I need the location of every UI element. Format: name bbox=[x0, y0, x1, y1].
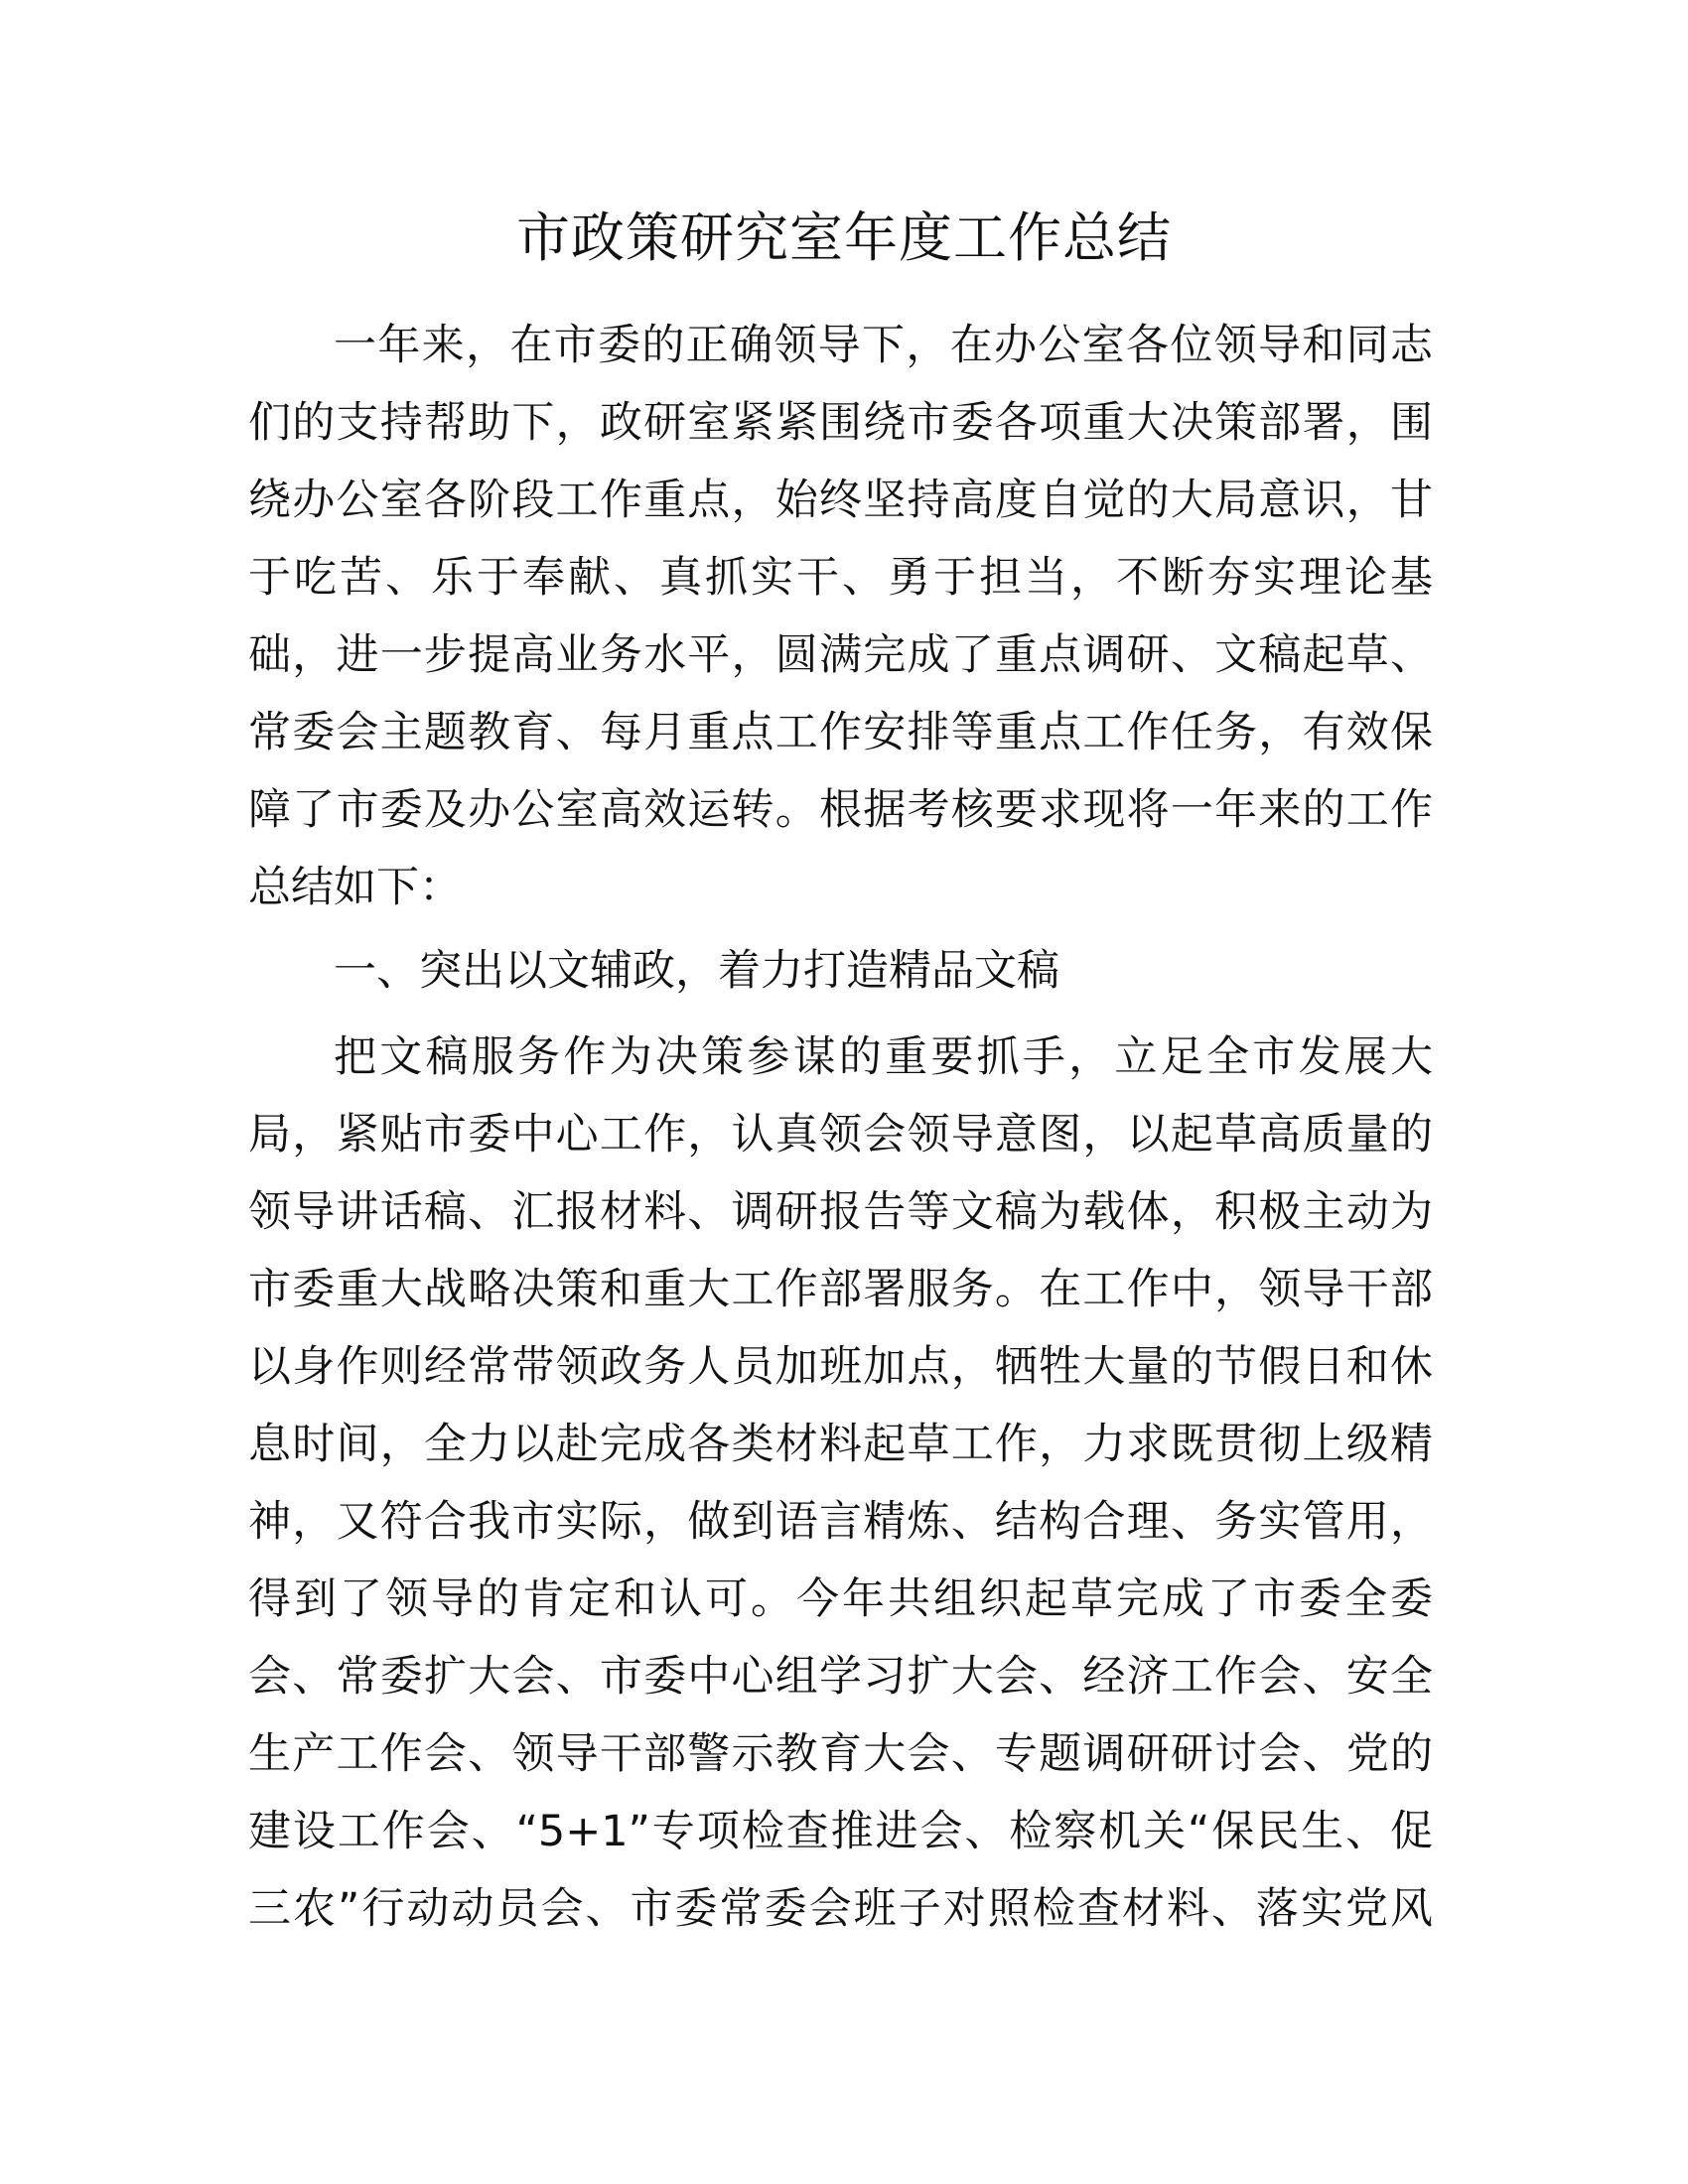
paragraph-line: 市委重大战略决策和重大工作部署服务。在工作中，领导干部 bbox=[248, 1265, 1433, 1314]
paragraph-line: 得到了领导的肯定和认可。今年共组织起草完成了市委全委 bbox=[248, 1574, 1433, 1624]
paragraph-line: 建设工作会、“5+1”专项检查推进会、检察机关“保民生、促 bbox=[248, 1807, 1433, 1856]
paragraph-line: 神，又符合我市实际，做到语言精炼、结构合理、务实管用， bbox=[248, 1497, 1433, 1547]
paragraph-line: 三农”行动动员会、市委常委会班子对照检查材料、落实党风 bbox=[248, 1884, 1433, 1934]
paragraph-line: 会、常委扩大会、市委中心组学习扩大会、经济工作会、安全 bbox=[248, 1652, 1433, 1702]
paragraph-line: 以身作则经常带领政务人员加班加点，牺牲大量的节假日和休 bbox=[248, 1342, 1433, 1392]
paragraph-line: 生产工作会、领导干部警示教育大会、专题调研研讨会、党的 bbox=[248, 1729, 1433, 1779]
paragraph-line: 领导讲话稿、汇报材料、调研报告等文稿为载体，积极主动为 bbox=[248, 1187, 1433, 1237]
paragraph-line: 障了市委及办公室高效运转。根据考核要求现将一年来的工作 bbox=[248, 785, 1433, 835]
paragraph-line: 们的支持帮助下，政研室紧紧围绕市委各项重大决策部署，围 bbox=[248, 398, 1433, 448]
paragraph-line: 绕办公室各阶段工作重点，始终坚持高度自觉的大局意识，甘 bbox=[248, 476, 1433, 525]
paragraph-line: 一年来，在市委的正确领导下，在办公室各位领导和同志 bbox=[334, 321, 1433, 370]
paragraph-line: 总结如下： bbox=[248, 863, 462, 912]
paragraph-line: 于吃苦、乐于奉献、真抓实干、勇于担当，不断夯实理论基 bbox=[248, 553, 1433, 603]
paragraph-line: 息时间，全力以赴完成各类材料起草工作，力求既贯彻上级精 bbox=[248, 1420, 1433, 1469]
paragraph-line: 常委会主题教育、每月重点工作安排等重点工作任务，有效保 bbox=[248, 708, 1433, 757]
paragraph-line: 把文稿服务作为决策参谋的重要抓手，立足全市发展大 bbox=[334, 1032, 1433, 1082]
paragraph-line: 础，进一步提高业务水平，圆满完成了重点调研、文稿起草、 bbox=[248, 630, 1433, 680]
section-heading: 一、突出以文辅政，着力打造精品文稿 bbox=[334, 946, 1059, 996]
document-title: 市政策研究室年度工作总结 bbox=[516, 206, 1172, 269]
paragraph-line: 局，紧贴市委中心工作，认真领会领导意图，以起草高质量的 bbox=[248, 1110, 1433, 1160]
